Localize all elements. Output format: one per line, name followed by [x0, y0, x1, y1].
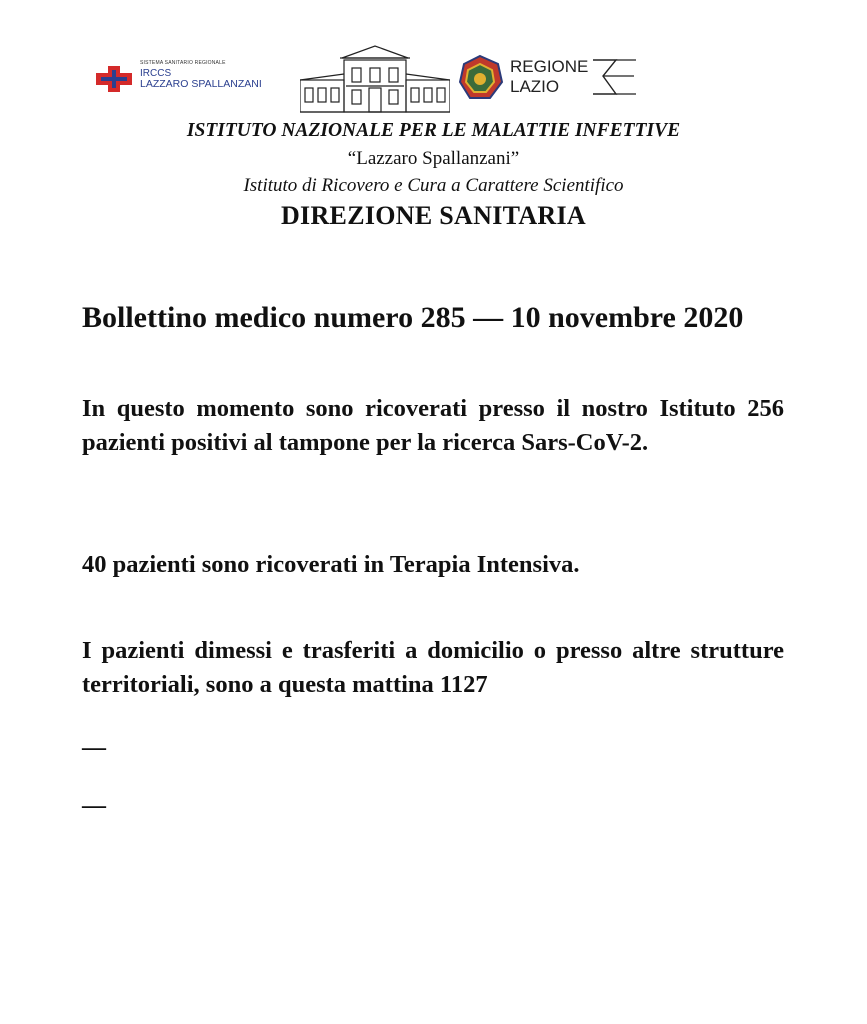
regione-lazio-logo — [458, 54, 638, 109]
institute-subtitle: Istituto di Ricovero e Cura a Carattere Scientifico — [243, 175, 624, 196]
medical-cross-icon — [96, 62, 136, 94]
spallanzani-small-caption: SISTEMA SANITARIO REGIONALE — [140, 60, 226, 66]
regione-text: REGIONE — [510, 57, 589, 76]
bulletin-paragraph-admitted: In questo momento sono ricoverati presso il nostro Istituto 256 pazienti positivi al tampone per la ricerca Sars-CoV-2. — [82, 395, 784, 456]
bulletin-title: Bollettino medico numero 285 — 10 novembre 2020 — [82, 301, 744, 334]
building-logo — [300, 44, 450, 121]
lazio-text: LAZIO — [510, 77, 560, 96]
hospital-building-icon — [300, 44, 450, 116]
spallanzani-logo — [96, 60, 262, 99]
separator-dash: — — [82, 735, 106, 761]
bulletin-paragraph-intensive-care: 40 pazienti sono ricoverati in Terapia Intensiva. — [82, 551, 580, 578]
spallanzani-irccs: IRCCS — [140, 68, 172, 79]
spallanzani-name: LAZZARO SPALLANZANI — [140, 78, 262, 90]
logo-strip — [0, 40, 867, 115]
institute-heading: ISTITUTO NAZIONALE PER LE MALATTIE INFETTIVE — [186, 120, 681, 141]
separator-dash: — — [82, 793, 106, 819]
institute-name: “Lazzaro Spallanzani” — [347, 148, 520, 169]
bulletin-paragraph-discharged: I pazienti dimessi e trasferiti a domicilio o presso altre strutture territoriali, sono a questa mattina 1127 — [82, 637, 784, 698]
department-heading: DIREZIONE SANITARIA — [280, 201, 586, 230]
